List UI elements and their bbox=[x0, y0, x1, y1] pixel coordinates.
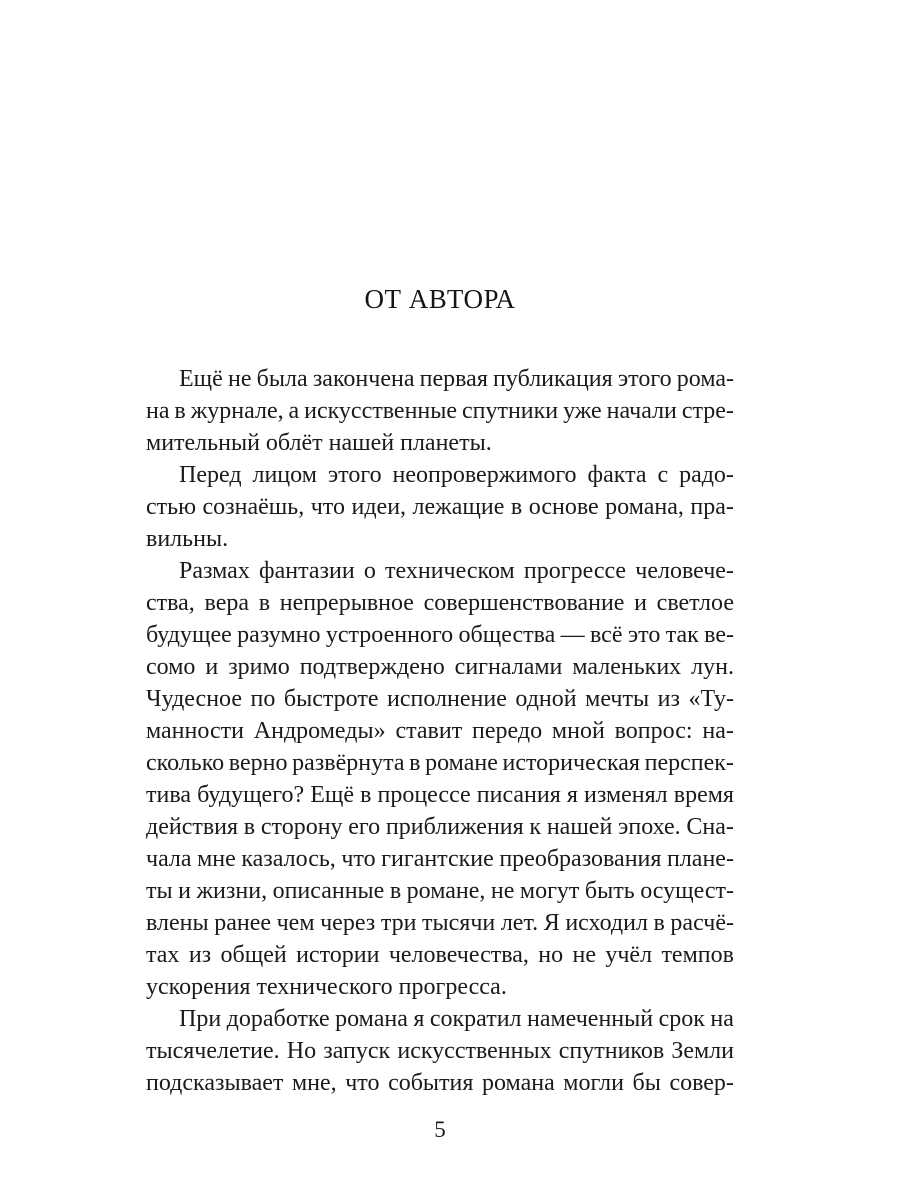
text-line: Ещё не была закончена первая публикация этого рома- bbox=[179, 366, 734, 392]
page-number: 5 bbox=[434, 1117, 446, 1142]
text-line: будущее разумно устроенного общества — всё это так ве- bbox=[146, 622, 734, 648]
chapter-title: ОТ АВТОРА bbox=[364, 284, 516, 314]
text-line: сколько верно развёрнута в романе историческая перспек- bbox=[146, 750, 734, 776]
text-line: Перед лицом этого неопровержимого факта с радо- bbox=[179, 462, 734, 488]
text-line: сомо и зримо подтверждено сигналами маленьких лун. bbox=[146, 654, 734, 680]
text-line: манности Андромеды» ставит передо мной вопрос: на- bbox=[146, 718, 734, 744]
text-line: чала мне казалось, что гигантские преобразования плане- bbox=[146, 846, 734, 872]
text-line: тысячелетие. Но запуск искусственных спутников Земли bbox=[146, 1038, 734, 1064]
text-line: Размах фантазии о техническом прогрессе человече- bbox=[179, 558, 734, 584]
text-line: на в журнале, а искусственные спутники уже начали стре- bbox=[146, 398, 734, 424]
text-line: стью сознаёшь, что идеи, лежащие в основе романа, пра- bbox=[146, 494, 734, 520]
text-line: При доработке романа я сократил намеченный срок на bbox=[179, 1006, 734, 1032]
text-line: мительный облёт нашей планеты. bbox=[146, 430, 492, 456]
text-line: вильны. bbox=[146, 526, 229, 552]
text-line: Чудесное по быстроте исполнение одной мечты из «Ту- bbox=[146, 686, 734, 712]
body-text bbox=[146, 363, 734, 1099]
text-line: действия в сторону его приближения к нашей эпохе. Сна- bbox=[146, 814, 734, 840]
text-line: тива будущего? Ещё в процессе писания я изменял время bbox=[146, 782, 734, 808]
text-line: ты и жизни, описанные в романе, не могут быть осущест- bbox=[146, 878, 734, 904]
text-line: подсказывает мне, что события романа могли бы совер- bbox=[146, 1070, 734, 1096]
text-line: тах из общей истории человечества, но не учёл темпов bbox=[146, 942, 734, 968]
text-line: влены ранее чем через три тысячи лет. Я исходил в расчё- bbox=[146, 910, 734, 936]
text-line: ства, вера в непрерывное совершенствование и светлое bbox=[146, 590, 734, 616]
text-line: ускорения технического прогресса. bbox=[146, 974, 507, 1000]
